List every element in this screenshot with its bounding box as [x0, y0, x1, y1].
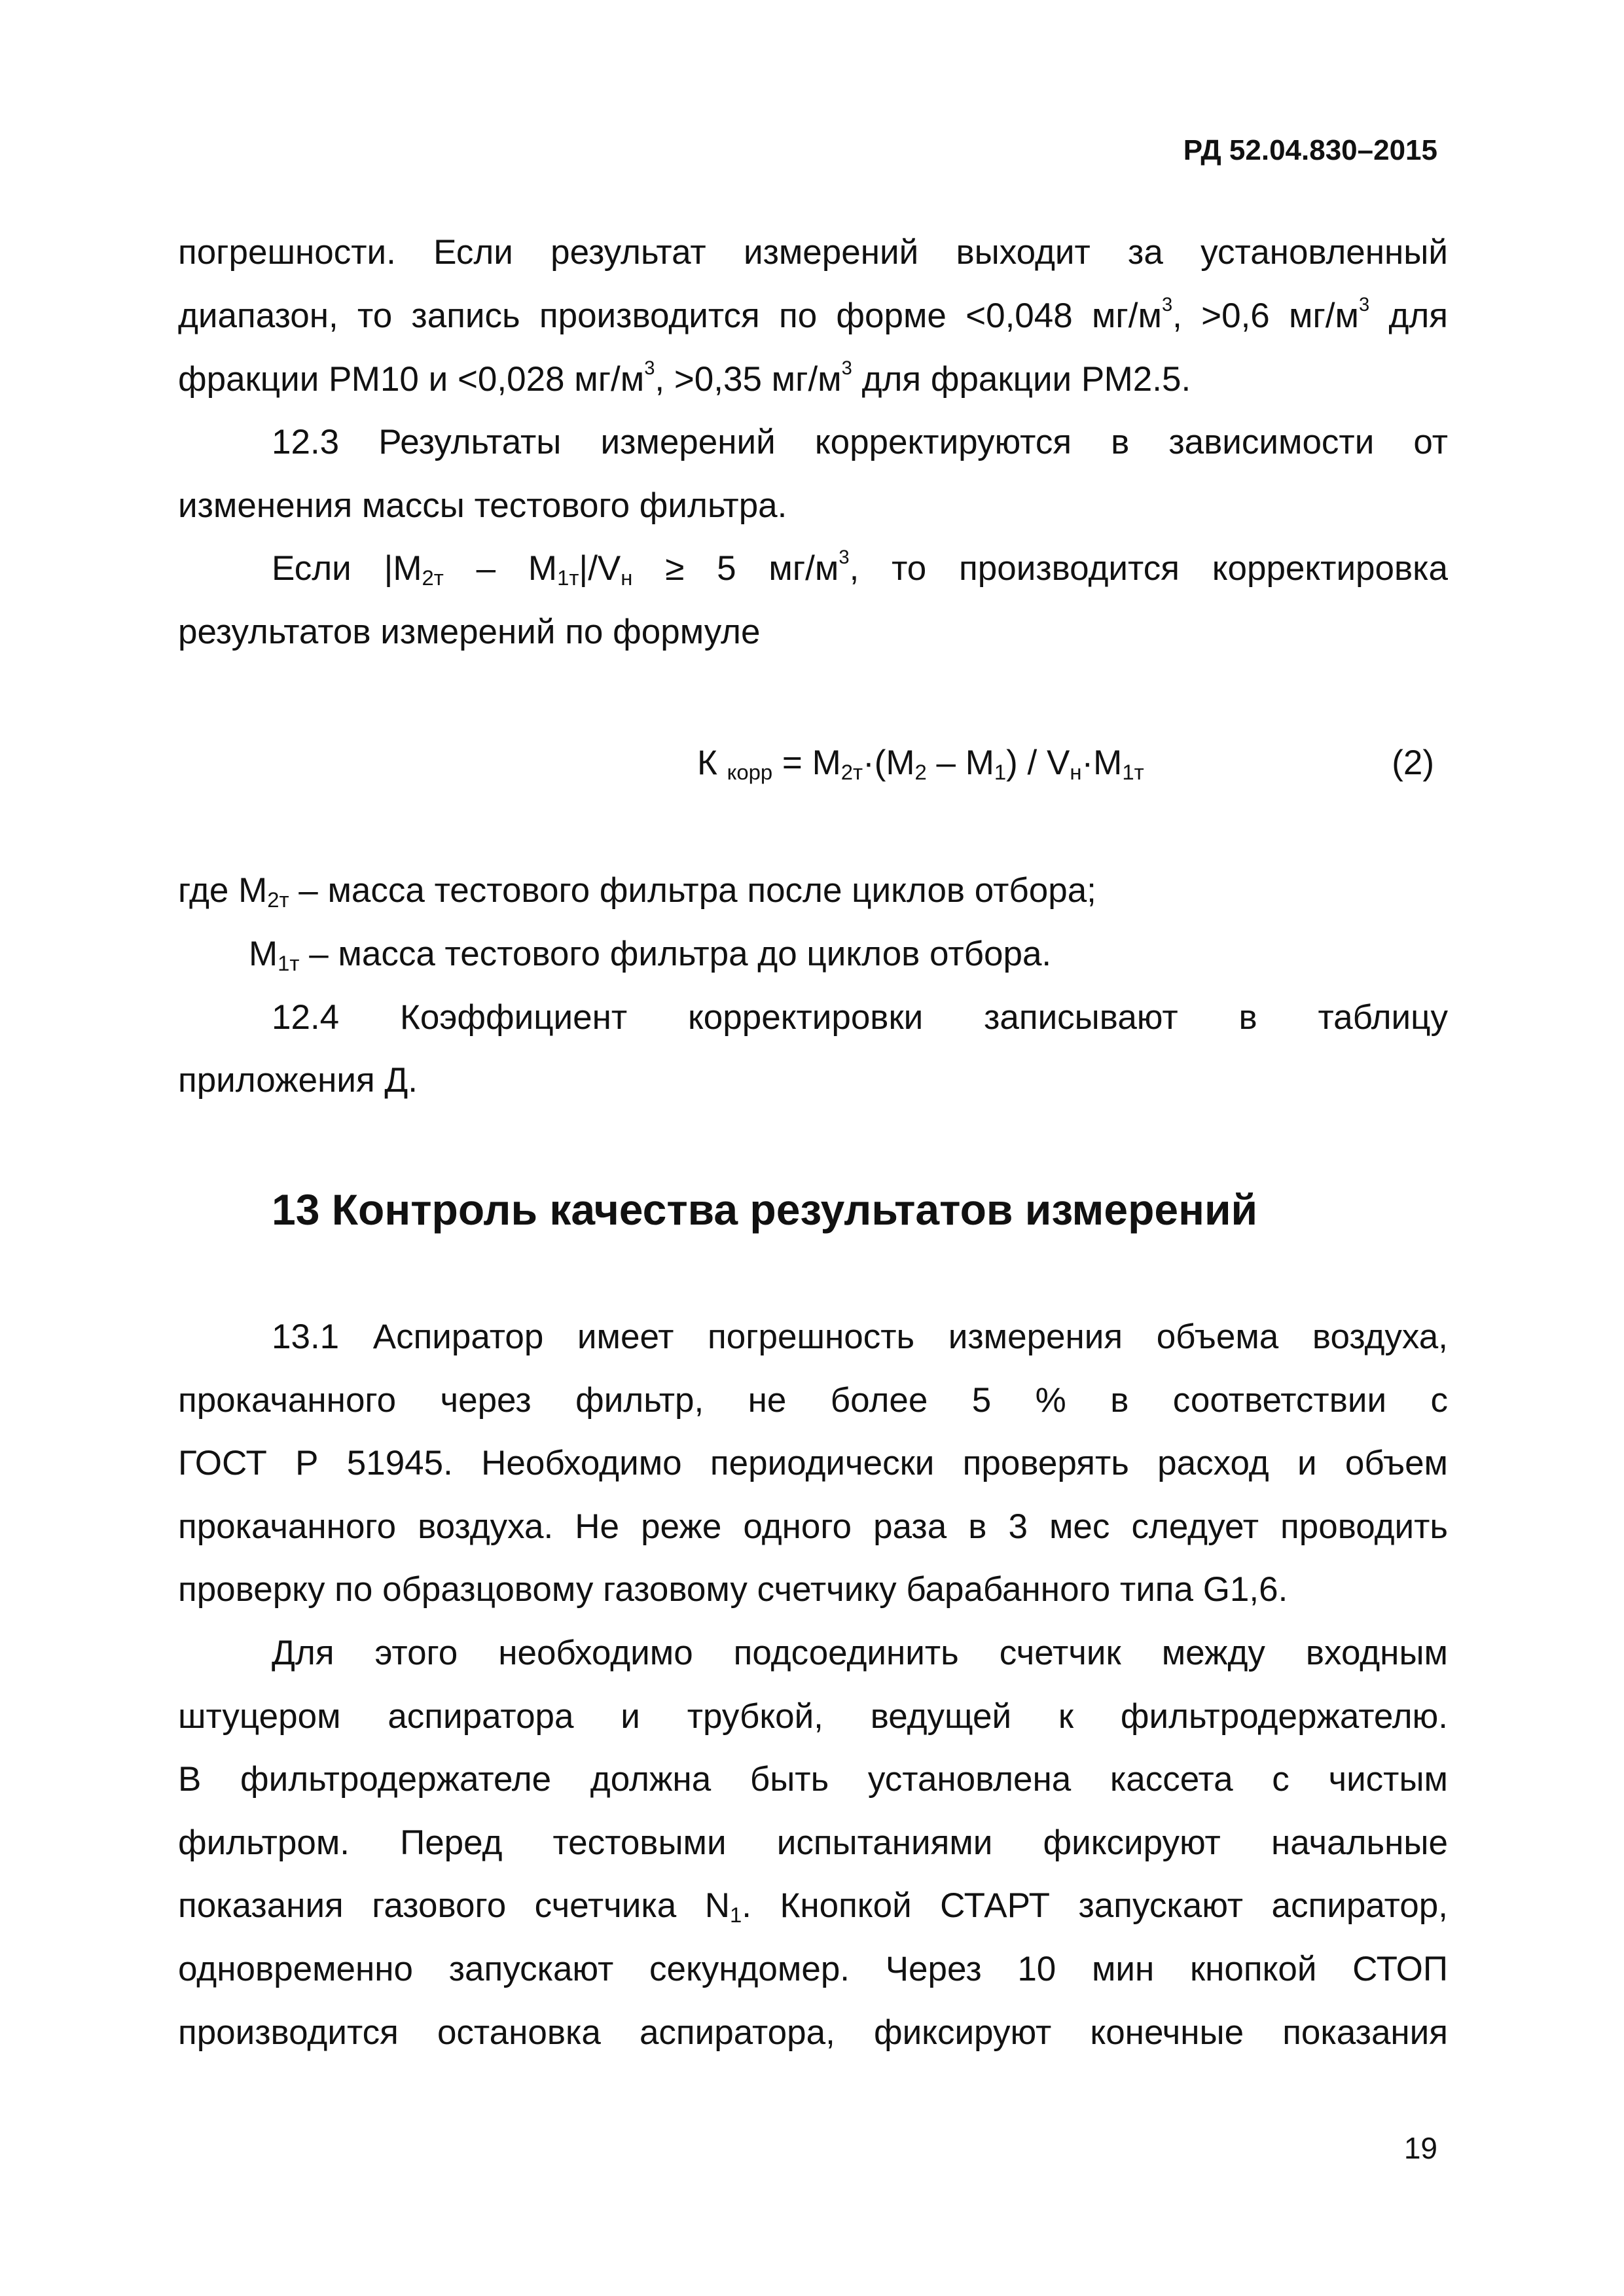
p4-line-2: приложения Д.: [178, 1061, 418, 1100]
p5-line-1: 13.1 Аспиратор имеет погрешность измерения объема воздуха,: [272, 1318, 1448, 1356]
p5-line-4: прокачанного воздуха. Не реже одного раза в 3 мес следует проводить: [178, 1507, 1448, 1546]
p6-line-3: В фильтродержателе должна быть установлена кассета с чистым: [178, 1760, 1448, 1799]
p3-line-2: результатов измерений по формуле: [178, 613, 761, 651]
p5-line-2: прокачанного через фильтр, не более 5 % в соответствии с: [178, 1381, 1448, 1420]
page-number: 19: [1403, 2131, 1437, 2165]
where-line-1: где $M_{2т}$ – масса тестового фильтра после циклов отбора;: [178, 871, 1096, 912]
formula-number: (2): [1392, 744, 1434, 782]
p4-line-1: 12.4 Коэффициент корректировки записывают в таблицу: [272, 998, 1448, 1037]
p5-line-3: ГОСТ Р 51945. Необходимо периодически проверять расход и объем: [178, 1444, 1448, 1482]
p5-line-5: проверку по образцовому газовому счетчику барабанного типа G1,6.: [178, 1570, 1288, 1609]
p6-line-5: показания газового счетчика $N_1$. Кнопкой СТАРТ запускают аспиратор,: [178, 1886, 1448, 1928]
p2-line-1: 12.3 Результаты измерений корректируются в зависимости от: [272, 423, 1448, 461]
p1-line-2: диапазон, то запись производится по форме <0,048 $мг/м^3$, >0,6 $мг/м^3$ для: [178, 295, 1448, 335]
p6-line-1: Для этого необходимо подсоединить счетчик между входным: [272, 1634, 1448, 1672]
p6-line-6: одновременно запускают секундомер. Через 10 мин кнопкой СТОП: [178, 1950, 1448, 1988]
p3-line-1: Если $|M_{2т} - M_{1т}|/V_н \ge 5$ $мг/м^3$, то производится корректировка: [272, 547, 1448, 590]
formula-2: К $_{корр} = M_{2т}\cdot(M_2 - M_1) / V_н\cdot M_{1т}$: [697, 744, 1144, 785]
p1-line-3: фракции РМ10 и <0,028 $мг/м^3$, >0,35 $мг/м^3$ для фракции РМ2.5.: [178, 358, 1191, 399]
p6-line-4: фильтром. Перед тестовыми испытаниями фиксируют начальные: [178, 1823, 1448, 1862]
p6-line-7: производится остановка аспиратора, фиксируют конечные показания: [178, 2013, 1448, 2052]
section-heading: 13 Контроль качества результатов измерений: [272, 1185, 1258, 1234]
p6-line-2: штуцером аспиратора и трубкой, ведущей к фильтродержателю.: [178, 1697, 1448, 1736]
p1-line-1: погрешности. Если результат измерений выходит за установленный: [178, 233, 1448, 272]
p2-line-2: изменения массы тестового фильтра.: [178, 486, 787, 525]
document-code: РД 52.04.830–2015: [1183, 134, 1437, 166]
where-line-2: $M_{1т}$ – масса тестового фильтра до циклов отбора.: [249, 935, 1052, 976]
